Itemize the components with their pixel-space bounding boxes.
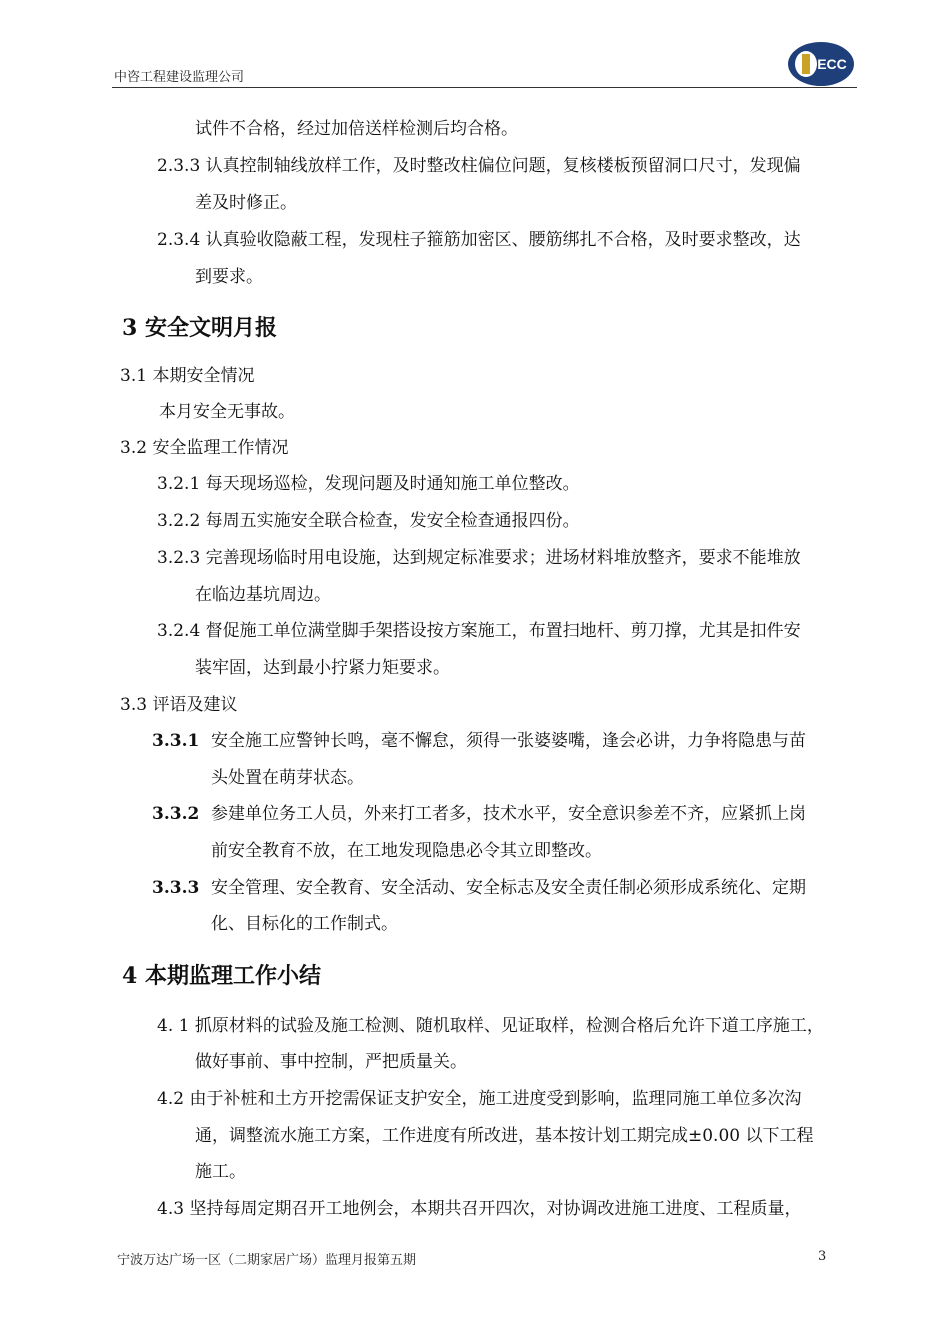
paragraph: 4.3 坚持每周定期召开工地例会，本期共召开四次，对协调改进施工进度、工程质量， xyxy=(157,1199,802,1219)
ecc-logo-icon xyxy=(786,40,856,88)
header-divider xyxy=(112,87,857,88)
subsection-heading: 3.3 评语及建议 xyxy=(120,695,238,715)
paragraph: 3.2.3 完善现场临时用电设施，达到规定标准要求；进场材料堆放整齐，要求不能堆放 xyxy=(157,548,801,568)
paragraph: 4.2 由于补桩和土方开挖需保证支护安全，施工进度受到影响，监理同施工单位多次沟 xyxy=(157,1089,802,1109)
paragraph: 安全管理、安全教育、安全活动、安全标志及安全责任制必须形成系统化、定期 xyxy=(211,878,806,898)
paragraph: 安全施工应警钟长鸣，毫不懈怠，须得一张婆婆嘴，逢会必讲，力争将隐患与苗 xyxy=(211,731,806,751)
paragraph: 施工。 xyxy=(195,1162,246,1182)
item-number: 3.3.3 xyxy=(152,878,200,898)
paragraph: 3.2.2 每周五实施安全联合检查，发安全检查通报四份。 xyxy=(157,511,580,531)
page-number: 3 xyxy=(818,1249,827,1264)
logo-text: ECC xyxy=(817,56,847,72)
item-number: 3.3.1 xyxy=(152,731,200,751)
header-company-name: 中咨工程建设监理公司 xyxy=(114,70,245,85)
paragraph: 2.3.3 认真控制轴线放样工作，及时整改柱偏位问题，复核楼板预留洞口尺寸，发现偏 xyxy=(157,156,801,176)
section-heading-3: 3 安全文明月报 xyxy=(122,315,277,341)
paragraph: 在临边基坑周边。 xyxy=(195,585,331,605)
paragraph: 通，调整流水施工方案，工作进度有所改进，基本按计划工期完成±0.00 以下工程 xyxy=(195,1126,814,1146)
paragraph: 化、目标化的工作制式。 xyxy=(211,914,398,934)
paragraph: 4. 1 抓原材料的试验及施工检测、随机取样、见证取样，检测合格后允许下道工序施工， xyxy=(157,1016,824,1036)
paragraph: 2.3.4 认真验收隐蔽工程，发现柱子箍筋加密区、腰筋绑扎不合格，及时要求整改，达 xyxy=(157,230,801,250)
paragraph: 3.2.1 每天现场巡检，发现问题及时通知施工单位整改。 xyxy=(157,474,580,494)
paragraph: 3.2.4 督促施工单位满堂脚手架搭设按方案施工，布置扫地杆、剪刀撑，尤其是扣件安 xyxy=(157,621,801,641)
subsection-heading: 3.2 安全监理工作情况 xyxy=(120,438,289,458)
footer-title: 宁波万达广场一区（二期家居广场）监理月报第五期 xyxy=(117,1253,417,1268)
paragraph: 本月安全无事故。 xyxy=(159,402,295,422)
paragraph: 差及时修正。 xyxy=(195,193,297,213)
section-heading-4: 4 本期监理工作小结 xyxy=(122,963,321,989)
item-number: 3.3.2 xyxy=(152,804,200,824)
subsection-heading: 3.1 本期安全情况 xyxy=(120,366,255,386)
paragraph: 到要求。 xyxy=(195,267,263,287)
paragraph: 头处置在萌芽状态。 xyxy=(211,768,364,788)
paragraph: 做好事前、事中控制，严把质量关。 xyxy=(195,1052,467,1072)
paragraph: 参建单位务工人员，外来打工者多，技术水平，安全意识参差不齐，应紧抓上岗 xyxy=(211,804,806,824)
paragraph: 前安全教育不放，在工地发现隐患必令其立即整改。 xyxy=(211,841,602,861)
paragraph: 装牢固，达到最小拧紧力矩要求。 xyxy=(195,658,450,678)
paragraph: 试件不合格，经过加倍送样检测后均合格。 xyxy=(195,119,518,139)
